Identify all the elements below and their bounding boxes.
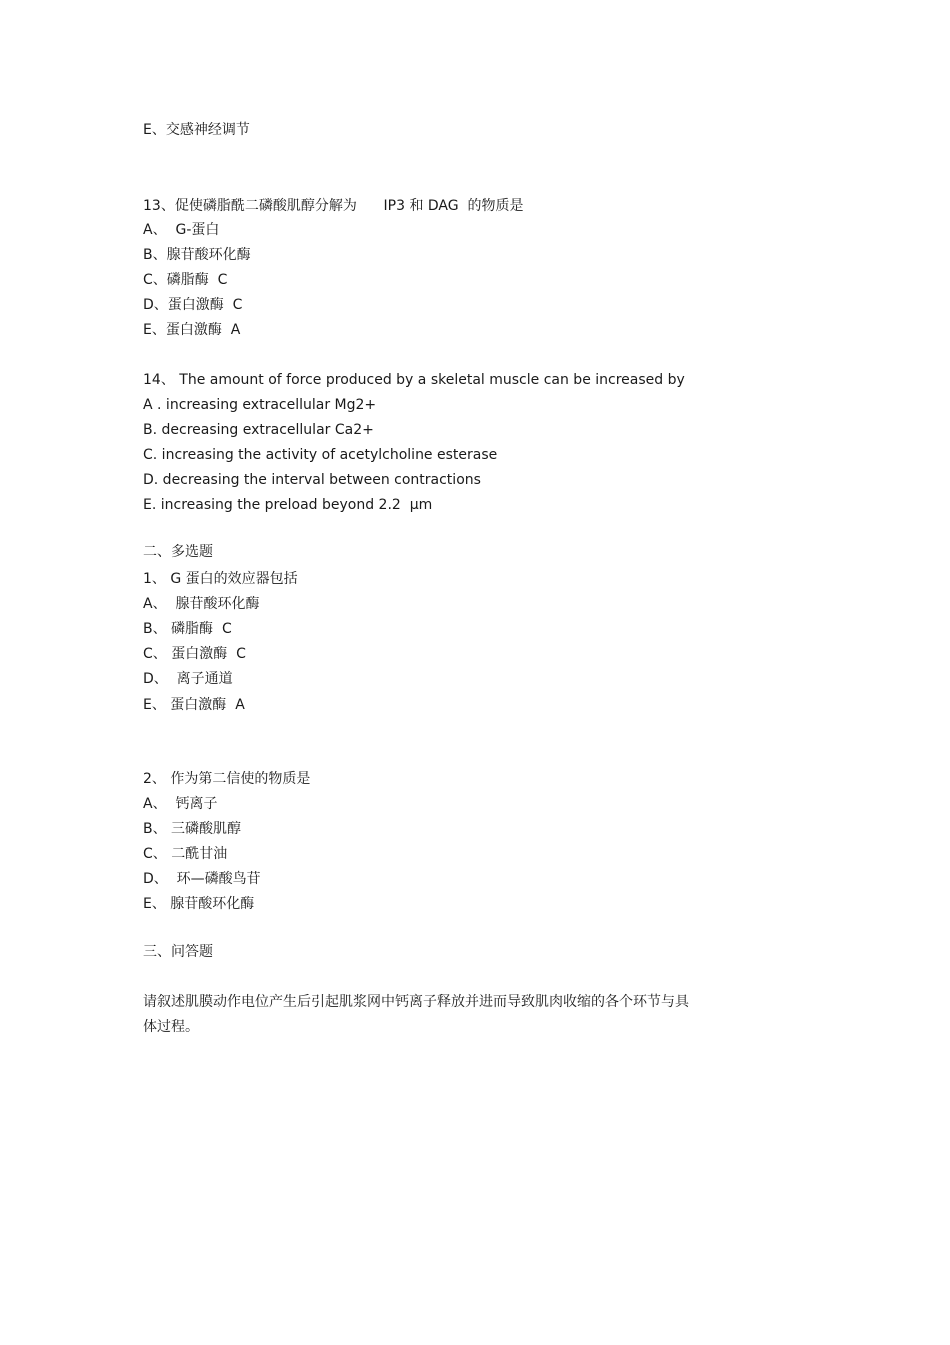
q14-option-a: A . increasing extracellular Mg2+ bbox=[143, 397, 377, 413]
q13-option-a: A、 G-蛋白 bbox=[143, 222, 220, 238]
q13-option-d: D、蛋白激酶 C bbox=[143, 297, 243, 313]
q13-option-b: B、腺苷酸环化酶 bbox=[143, 247, 251, 263]
q13-option-c: C、磷脂酶 C bbox=[143, 272, 228, 288]
s2-q2-option-e: E、 腺苷酸环化酶 bbox=[143, 896, 255, 912]
s2-q2-option-a: A、 钙离子 bbox=[143, 796, 218, 812]
s3-question-line-1: 请叙述肌膜动作电位产生后引起肌浆网中钙离子释放并进而导致肌肉收缩的各个环节与具 bbox=[143, 994, 689, 1010]
s2-q2-option-d: D、 环—磷酸鸟苷 bbox=[143, 871, 261, 887]
section2-title: 二、多选题 bbox=[143, 544, 213, 560]
s2-q2-option-c: C、 二酰甘油 bbox=[143, 846, 228, 862]
s3-question-line-2: 体过程。 bbox=[143, 1019, 199, 1035]
q14-stem: 14、 The amount of force produced by a skeletal muscle can be increased by bbox=[143, 372, 685, 388]
s2-q1-stem: 1、 G 蛋白的效应器包括 bbox=[143, 571, 298, 587]
s2-q1-option-b: B、 磷脂酶 C bbox=[143, 621, 232, 637]
q13-stem: 13、促使磷脂酰二磷酸肌醇分解为 IP3 和 DAG 的物质是 bbox=[143, 198, 524, 214]
q14-option-c: C. increasing the activity of acetylcholine esterase bbox=[143, 447, 498, 463]
s2-q2-stem: 2、 作为第二信使的物质是 bbox=[143, 771, 311, 787]
s2-q1-option-d: D、 离子通道 bbox=[143, 671, 233, 687]
q13-option-e: E、蛋白激酶 A bbox=[143, 322, 241, 338]
s2-q1-option-a: A、 腺苷酸环化酶 bbox=[143, 596, 260, 612]
s2-q1-option-c: C、 蛋白激酶 C bbox=[143, 646, 246, 662]
section3-title: 三、问答题 bbox=[143, 944, 213, 960]
q14-option-d: D. decreasing the interval between contractions bbox=[143, 472, 481, 488]
q14-option-b: B. decreasing extracellular Ca2+ bbox=[143, 422, 374, 438]
prev-option-e: E、交感神经调节 bbox=[143, 122, 250, 138]
q14-option-e: E. increasing the preload beyond 2.2 µm bbox=[143, 497, 433, 513]
s2-q2-option-b: B、 三磷酸肌醇 bbox=[143, 821, 242, 837]
s2-q1-option-e: E、 蛋白激酶 A bbox=[143, 697, 245, 713]
